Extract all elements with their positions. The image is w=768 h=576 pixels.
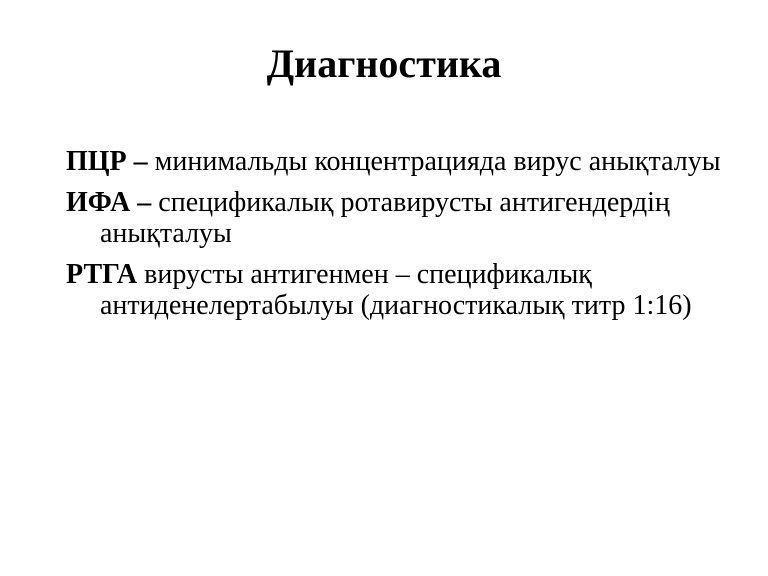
item-term: РТГА	[66, 259, 138, 290]
list-item-ifa	[66, 187, 726, 249]
list-item-pcr	[66, 146, 726, 177]
item-text: минимальды концентрацияда вирус анықталуы	[154, 146, 721, 177]
item-text: вирусты антигенмен – спецификалық антиденелертабылуы (диагностикалық титр 1:16)	[100, 259, 692, 321]
slide-title: Диагностика	[266, 41, 502, 86]
bullet-list	[66, 146, 726, 331]
list-item-rtga	[66, 259, 726, 321]
item-term: ИФА –	[66, 187, 152, 218]
item-text: спецификалық ротавирусты антигендердің анықталуы	[100, 187, 670, 249]
item-term: ПЦР –	[66, 146, 148, 177]
